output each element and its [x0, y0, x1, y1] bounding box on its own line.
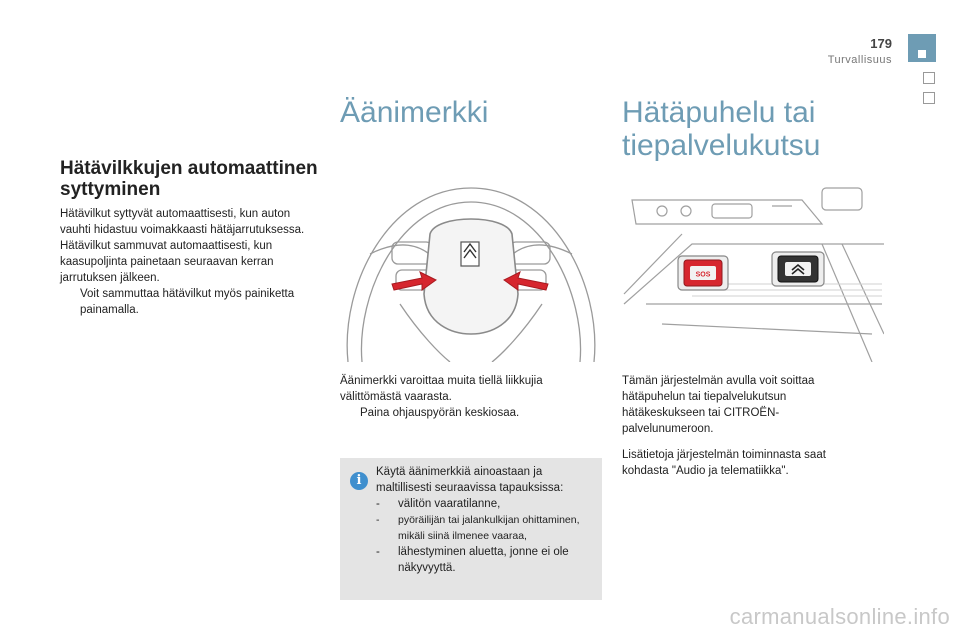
sos-button[interactable] — [684, 260, 722, 286]
emergency-title-line-1: Hätäpuhelu tai — [622, 96, 816, 129]
section-name: Turvallisuus — [827, 54, 892, 66]
note-intro: Käytä äänimerkkiä ainoastaan ja maltillisesti seuraavissa tapauksissa: — [376, 466, 564, 494]
hazard-bullet — [60, 286, 318, 318]
watermark: carmanualsonline.info — [729, 604, 950, 629]
horn-para-1: Äänimerkki varoittaa muita tiellä liikkujia välittömästä vaarasta. — [340, 375, 543, 403]
note-item: - välitön vaaratilanne, — [376, 498, 501, 510]
section-tab — [908, 34, 936, 62]
steering-wheel-illustration — [340, 184, 602, 362]
emergency-para-1: Tämän järjestelmän avulla voit soittaa hätäpuhelun tai tiepalvelukutsun hätäkeskukseen tai CITROËN-palvelunumeroon. — [622, 375, 815, 435]
note-item: - pyöräilijän tai jalankulkijan ohittaminen, mikäli siinä ilmenee vaaraa, — [376, 514, 580, 542]
sos-label: SOS — [695, 271, 711, 279]
horn-note-box — [340, 458, 602, 600]
emergency-title — [622, 96, 820, 162]
emergency-text — [622, 373, 862, 479]
hazard-heading: Hätävilkkujen automaattinen syttyminen — [60, 158, 318, 200]
info-icon: i — [350, 472, 368, 490]
horn-title: Äänimerkki — [340, 96, 489, 129]
ceiling-console-illustration — [622, 184, 884, 362]
hazard-para-2: Hätävilkut sammuvat automaattisesti, kun kaasupoljinta painetaan seuraavan kerran jarrutuksen jälkeen. — [60, 240, 274, 284]
emergency-para-2: Lisätietoja järjestelmän toiminnasta saat kohdasta "Audio ja telematiikka". — [622, 449, 826, 477]
horn-bullet — [340, 405, 598, 421]
hazard-para-1: Hätävilkut syttyvät automaattisesti, kun auton vauhti hidastuu voimakkaasti hätäjarrutuksessa. — [60, 208, 305, 236]
bullet-marker-icon — [340, 405, 360, 421]
chapter-box-icon — [923, 92, 935, 104]
page-number: 179 — [870, 36, 892, 51]
hazard-bullet-text: Voit sammuttaa hätävilkut myös painiketta painamalla. — [80, 288, 295, 316]
hazard-text — [60, 206, 318, 318]
horn-text — [340, 373, 598, 421]
horn-note-text — [376, 464, 596, 576]
horn-pad — [424, 219, 518, 334]
bullet-marker-icon — [60, 286, 80, 318]
horn-bullet-text: Paina ohjauspyörän keskiosaa. — [360, 407, 520, 419]
assistance-button[interactable] — [778, 256, 818, 282]
tab-marker-icon — [918, 50, 926, 58]
chapter-box-icon — [923, 72, 935, 84]
emergency-title-line-2: tiepalvelukutsu — [622, 129, 821, 162]
citroen-logo-icon — [461, 242, 479, 266]
note-item: - lähestyminen aluetta, jonne ei ole näkyvyyttä. — [376, 546, 569, 574]
